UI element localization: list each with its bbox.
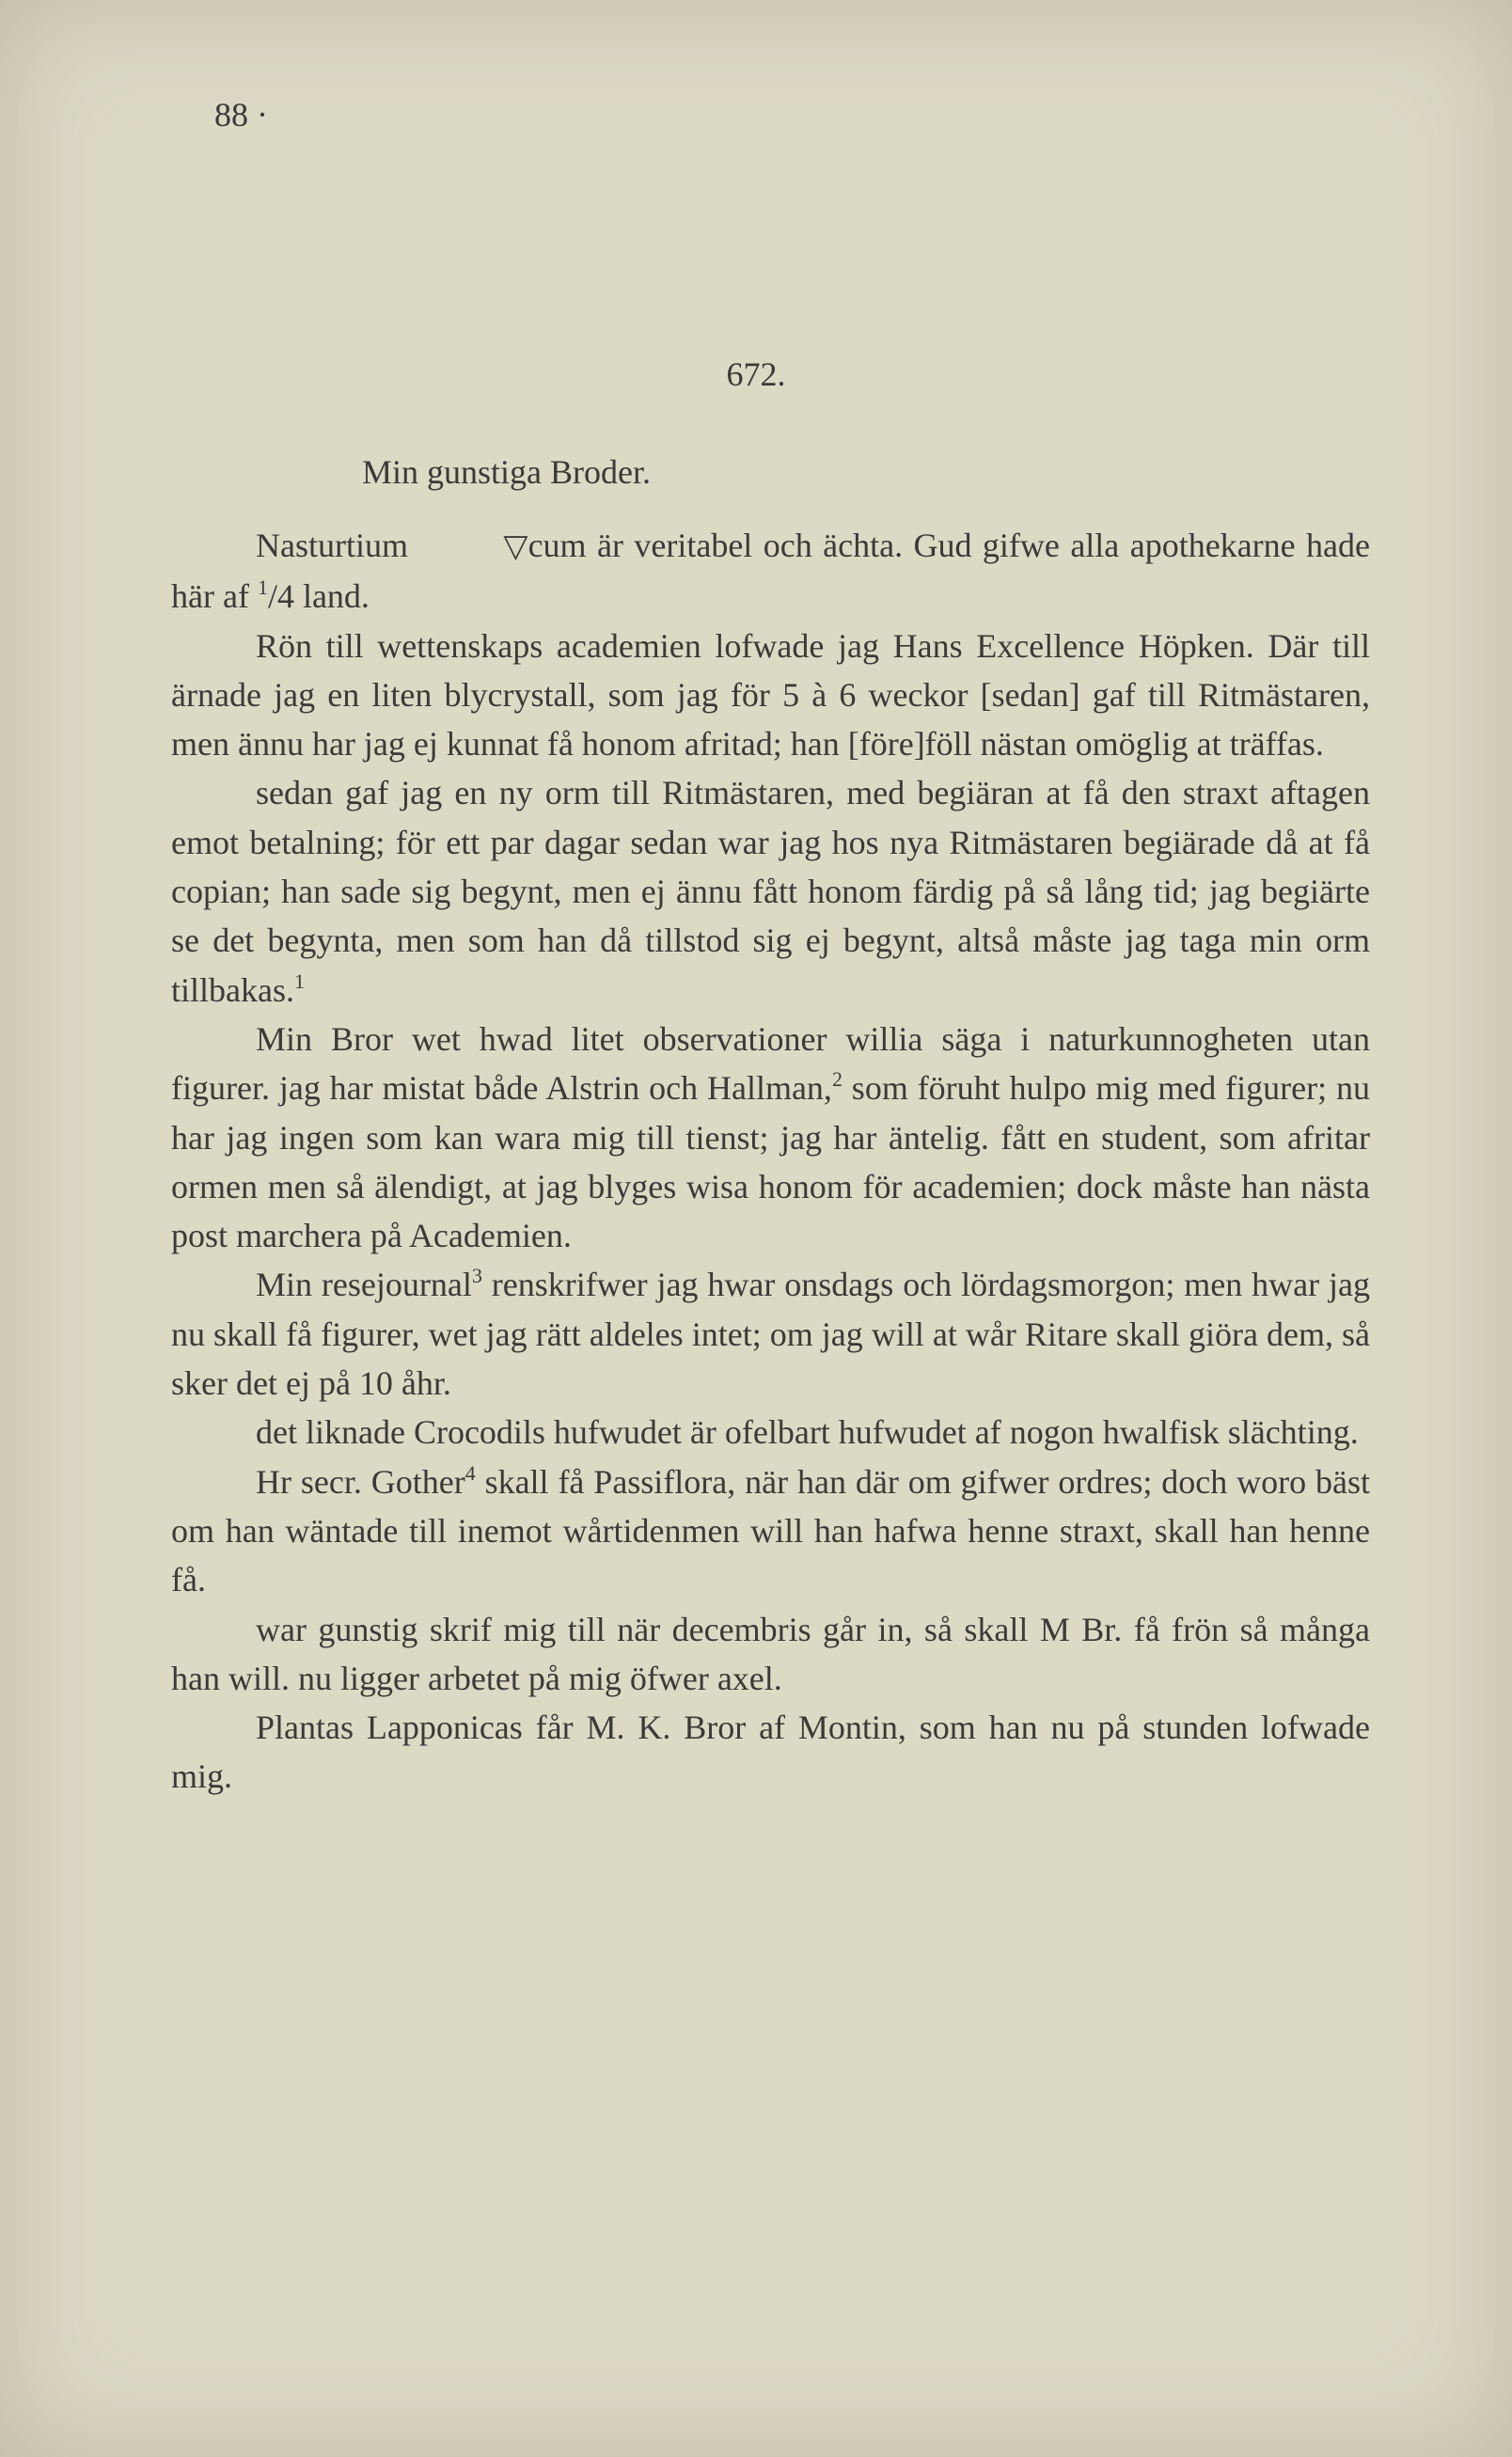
footnote-marker: 3 bbox=[471, 1264, 482, 1288]
footnote-marker: 2 bbox=[831, 1067, 843, 1092]
text-segment: Rön till wettenskaps academien lofwade jag Hans Excellence Höpken. Där till ärnade jag en liten blycrystall, som jag för 5 à 6 weckor [sedan] gaf till Ritmästaren, men ännu har jag ej kunnat få honom afritad; han [före]föll nästan omöglig at träffas. bbox=[171, 626, 1370, 764]
page-number: 88 · bbox=[214, 96, 268, 134]
text-segment: det liknade Crocodils hufwudet är ofelbart hufwudet af nogon hwalfisk slächting. bbox=[256, 1413, 1359, 1452]
paragraph bbox=[171, 1703, 1370, 1802]
text-segment: Nasturtium bbox=[256, 527, 419, 564]
paragraph bbox=[171, 1260, 1370, 1408]
paragraph bbox=[171, 1408, 1370, 1457]
letter-body bbox=[171, 521, 1370, 1802]
paragraph bbox=[171, 768, 1370, 1014]
salutation: Min gunstiga Broder. bbox=[362, 453, 651, 491]
text-segment: renskrifwer jag hwar onsdags och lördagsmorgon; men hwar jag nu skall få figurer, wet jag rätt aldeles intet; om jag will at wår Ritare skall giöra dem, så sker det ej på 10 åhr. bbox=[171, 1266, 1371, 1403]
letter-number: 672. bbox=[726, 355, 786, 393]
footnote-marker: 4 bbox=[465, 1460, 476, 1485]
text-segment: /4 land. bbox=[267, 577, 370, 616]
text-segment: cum är veritabel och ächta. Gud gifwe alla apothekarne hade här af bbox=[171, 527, 1370, 616]
text-segment: som föruht hulpo mig med figurer; nu har jag ingen som kan wara mig till tienst; jag har äntelig. fått en student, som afritar ormen men så älendigt, at jag blyges wisa honom för academien; dock måste han nästa post marchera på Academien. bbox=[171, 1069, 1370, 1255]
alchemical-symbol: ▽ bbox=[503, 529, 528, 564]
footnote-marker: 1 bbox=[257, 575, 268, 600]
paragraph bbox=[171, 622, 1370, 769]
text-segment: Plantas Lapponicas får M. K. Bror af Montin, som han nu på stunden lofwade mig. bbox=[171, 1709, 1370, 1796]
paragraph bbox=[171, 1015, 1370, 1260]
paragraph bbox=[171, 1605, 1370, 1704]
text-segment: Min Bror wet hwad litet observationer willia säga i naturkunnogheten utan figurer. jag har mistat både Alstrin och Hallman, bbox=[171, 1019, 1370, 1108]
text-segment: war gunstig skrif mig till när decembris går in, så skall M Br. få frön så många han will. nu ligger arbetet på mig öfwer axel. bbox=[171, 1610, 1370, 1697]
footnote-marker: 1 bbox=[293, 969, 305, 993]
text-segment: skall få Passiflora, när han där om gifwer ordres; doch woro bäst om han wäntade till inemot wårtidenmen will han hafwa henne straxt, skall han henne få. bbox=[171, 1462, 1370, 1599]
text-segment: sedan gaf jag en ny orm till Ritmästaren, med begiäran at få den straxt aftagen emot betalning; för ett par dagar sedan war jag hos nya Ritmästaren begiärade då at få copian; han sade sig begynt, men ej ännu fått honom färdig på så lång tid; jag begiärte se det begynta, men som han då tillstod sig ej begynt, altså måste jag taga min orm tillbakas. bbox=[171, 774, 1370, 1009]
text-segment: Min resejournal bbox=[256, 1266, 472, 1304]
paragraph bbox=[171, 1457, 1370, 1605]
text-segment: Hr secr. Gother bbox=[256, 1462, 465, 1501]
paragraph bbox=[171, 521, 1370, 622]
